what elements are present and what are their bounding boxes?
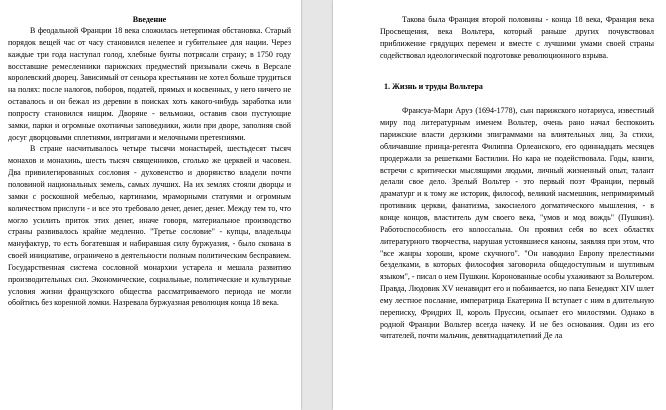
right-intro-paragraph: Такова была Франция второй половины - конца 18 века, Франция века Просвещения, века Вольтера, который раньше других почувствовал приближение грядущих перемен и вместе с лучшими умами своей страны содействовал идеологической подготовке революционного взрыва.	[380, 15, 654, 60]
heading-gap	[380, 93, 654, 105]
right-page	[333, 0, 666, 410]
document-title: Введение	[132, 15, 167, 24]
left-page	[0, 0, 301, 410]
left-page-content	[8, 14, 291, 309]
left-paragraph-1: В феодальной Франции 18 века сложилась нетерпимая обстановка. Старый порядок вещей час от часу становился нелепее и губительнее для нации. Через каждые три года наступал голод, хлебные бунты потрясали страну; в 1750 году восставшие ремесленники парижских предместий призывали сжечь в Версале королевский дворец. Зависимый от сеньора крестьянин не хотел больше трудиться на полях: после налогов, поборов, податей, прямых и косвенных, у него ничего не оставалось и он бежал из деревни в поисках хоть какого-нибудь заработка или попросту становился нищим. Дворяне - вельможи, оставив свои пустующие замки, парки и огромные охотничьи заповедники, жили при дворе, заполняя свой досуг дворцовыми сплетнями, интригами и мелочными претензиями.	[8, 26, 291, 142]
right-paragraph-1: Франсуа-Мари Аруэ (1694-1778), сын парижского нотариуса, известный миру под литературным именем Вольтер, очень рано начал беспокоить парижские власти дерзкими эпиграммами на влиятельных лиц. За стихи, обличавшие принца-регента Филиппа Орлеанского, его одиннадцать месяцев продержали за решетками Бастилии. Но кара не подействовала. Годы, книги, встречи с критически мыслящими людьми, личный жизненный опыт, талант делали свое дело. Зрелый Вольтер - это первый поэт Франции, первый драматург и к тому же историк, философ, великий насмешник, непримиримый противник церкви, фанатизма, закоснелого догматического мышления, - в конце концов, властитель дум своего века, "умов и мод вождь" (Пушкин). Работоспособность его колоссальна. Он проявил себя во всех областях литературного творчества, нарушая устоявшиеся каноны, заявляя при этом, что "все жанры хороши, кроме скучного". "Он наводнил Европу прелестными безделками, в которых философия заговорила общедоступным и шутливым языком", - писал о нем Пушкин. Коронованные особы ухаживают за Вольтером. Правда, Людовик XV ненавидит его и побаивается, но папа Бенедикт XIV шлет ему лестное послание, императрица Екатерина II вступает с ним в длительную переписку, Фридрих II, король Пруссии, осыпает его милостями. Однако в родной Франции Вольтер всегда начеку. И не без основания. Один из его читателей, почти мальчик, девятнадцатилетний Де ла	[380, 106, 654, 341]
right-page-content	[380, 14, 654, 342]
left-paragraph-2: В стране насчитывалось четыре тысячи монастырей, шестьдесят тысяч монахов и монахинь, шесть тысяч священников, столько же церквей и часовен. Два привилегированных сословия - духовенство и дворянство владели почти половиной национальных земель, самых лучших. На их землях стояли дворцы и замки с роскошной мебелью, картинами, мраморными статуями и огромным количеством прислуги - и все это требовало денег, денег, денег. Между тем то, что могло усилить приток этих денег, иначе говоря, материальное производство страны развивалось крайне медленно. "Третье сословие" - купцы, владельцы мануфактур, то есть богатевшая и набиравшая силу буржуазия, - было скована в своей инициативе, ограничено в деятельности полным политическим бесправием. Государственная система сословной монархии устарела и мешала развитию производительных сил. Экономические, социальные, политические и культурные условия жизни французского общества рассматриваемого периода не могли обойтись без коренной ломки. Назревала буржуазная революция конца 18 века.	[8, 144, 291, 308]
section-heading: 1. Жизнь и труды Вольтера	[384, 82, 483, 92]
section-gap	[380, 61, 654, 81]
